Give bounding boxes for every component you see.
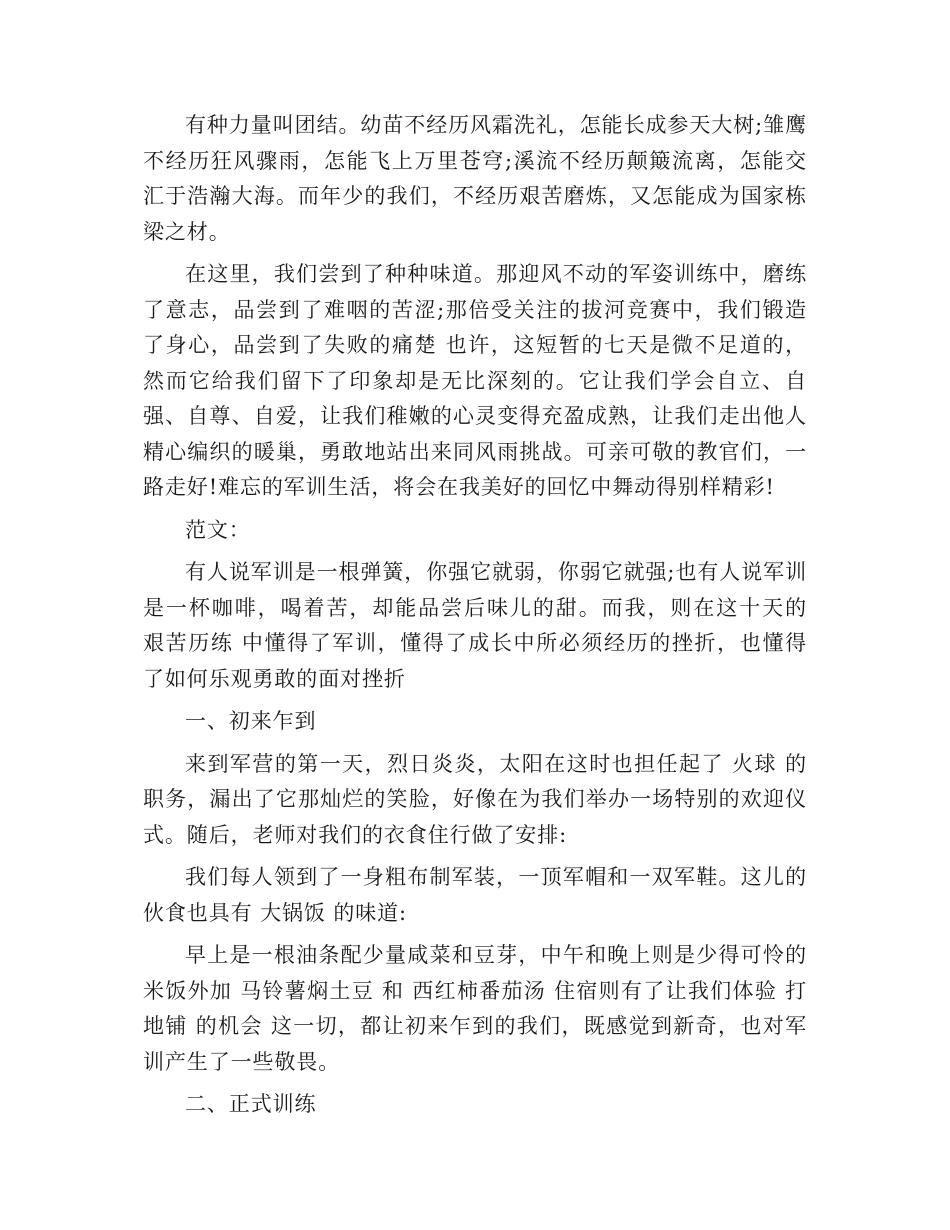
section-heading-arrival: 一、初来乍到 bbox=[185, 709, 317, 733]
paragraph-spring: 有人说军训是一根弹簧，你强它就弱，你弱它就强;也有人说军训是一杯咖啡，喝着苦，却能品尝后味儿的甜。而我，则在这十天的 艰苦历练 中懂得了军训，懂得了成长中所必须经历的挫折，也懂得了如何乐观勇敢的面对挫折 bbox=[143, 560, 815, 691]
section-heading-training: 二、正式训练 bbox=[185, 1092, 317, 1116]
paragraph-tastes: 在这里，我们尝到了种种味道。那迎风不动的军姿训练中，磨练了意志，品尝到了难咽的苦涩;那倍受关注的拔河竞赛中，我们锻造了身心，品尝到了失败的痛楚 也许，这短暂的七天是微不足道的，然而它给我们留下了印象却是无比深刻的。它让我们学会自立、自强、自尊、自爱，让我们稚嫩的心灵变得充盈成熟，让我们走出他人精心编织的暖巢，勇敢地站出来同风雨挑战。可亲可敬的教官们，一路走好!难忘的军训生活，将会在我美好的回忆中舞动得别样精彩! bbox=[143, 262, 807, 499]
document-body bbox=[143, 108, 815, 1130]
paragraph-unity: 有种力量叫团结。幼苗不经历风霜洗礼，怎能长成参天大树;雏鹰不经历狂风骤雨，怎能飞上万里苍穹;溪流不经历颠簸流离，怎能交汇于浩瀚大海。而年少的我们，不经历艰苦磨炼，又怎能成为国家栋梁之材。 bbox=[143, 113, 807, 244]
paragraph-first-day: 来到军营的第一天，烈日炎炎，太阳在这时也担任起了 火球 的职务，漏出了它那灿烂的笑脸，好像在为我们举办一场特别的欢迎仪式。随后，老师对我们的衣食住行做了安排: bbox=[143, 751, 807, 847]
paragraph-meals: 早上是一根油条配少量咸菜和豆芽，中午和晚上则是少得可怜的米饭外加 马铃薯焖土豆 和 西红柿番茄汤 住宿则有了让我们体验 打地铺 的机会 这一切，都让初来乍到的我们，既感觉到新奇，也对军训产生了一些敬畏。 bbox=[143, 943, 807, 1074]
paragraph-uniform: 我们每人领到了一身粗布制军装，一顶军帽和一双军鞋。这儿的伙食也具有 大锅饭 的味道: bbox=[143, 865, 807, 925]
paragraph-sample-label: 范文： bbox=[185, 517, 251, 542]
